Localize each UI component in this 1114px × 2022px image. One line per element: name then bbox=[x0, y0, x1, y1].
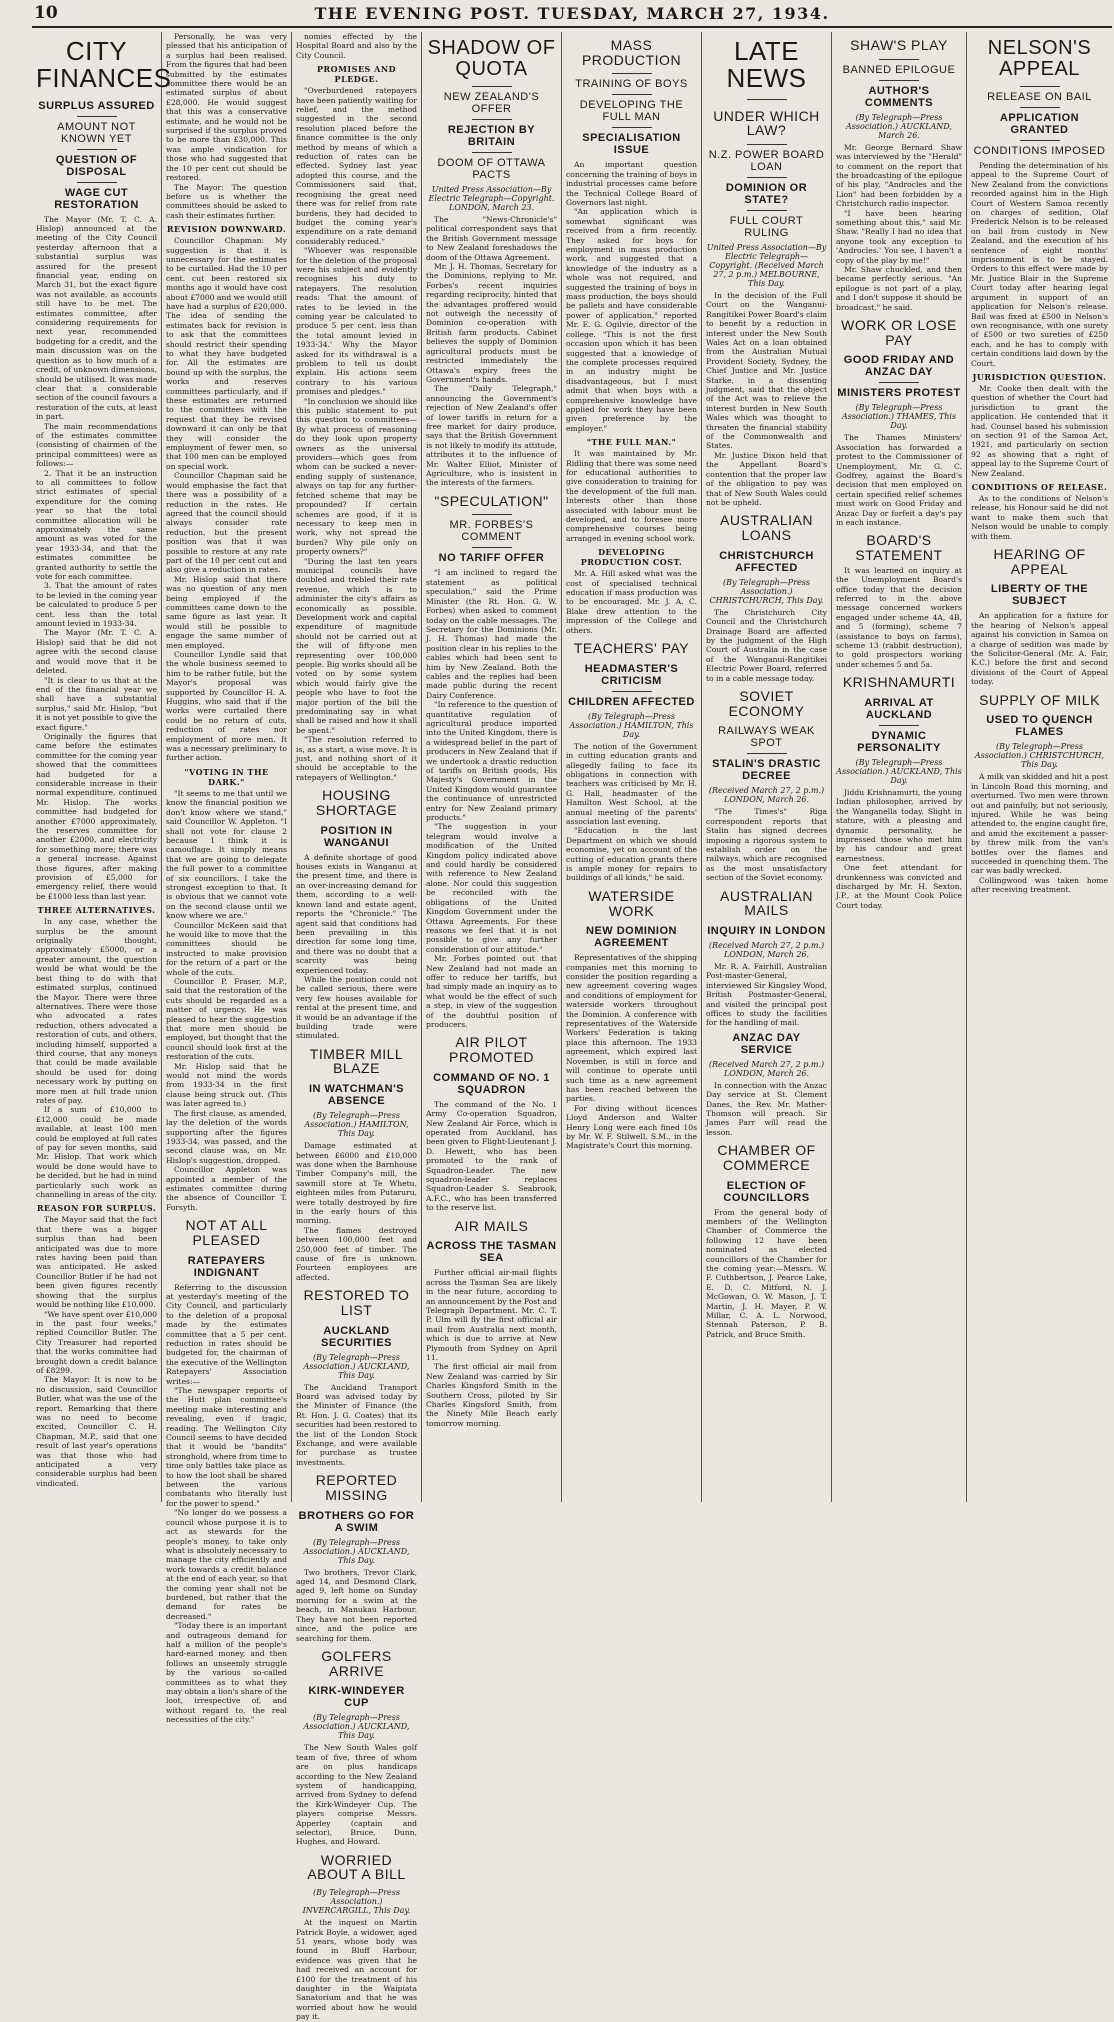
subheadline: RAILWAYS WEAK SPOT bbox=[718, 725, 815, 750]
divider bbox=[77, 116, 117, 117]
paragraph: "I am inclined to regard the statement as political speculation," said the Prime Minister (the Rt. Hon. G. W. Forbes) when asked to comment today on the cable messages. The Secretary for the Dominions (Mr. J. H. Thomas) had made the position clear in his replies to the cables which had been sent to him by New Zealand. Both the cables and the replies had been made public during the recent Dairy Conference. bbox=[426, 568, 557, 700]
subheadline: CHILDREN AFFECTED bbox=[568, 695, 695, 708]
paragraph: "In reference to the question of quantitative regulation of agricultural produce imported into the United Kingdom, there is a widespread belief in the part of producers in New Zealand that if we undertook a drastic reduction of tariffs on British goods, His Majesty's Government in the United Kingdom would guarantee the continuance of unrestricted entry for New Zealand primary products." bbox=[426, 700, 557, 823]
headline: TEACHERS' PAY bbox=[573, 640, 690, 657]
paragraph: Councillor Appleton was appointed a member of the estimates committee during the absence of Councillor T. Forsyth. bbox=[166, 1165, 287, 1212]
divider bbox=[472, 152, 512, 153]
subheadline: WAGE CUT RESTORATION bbox=[54, 186, 139, 211]
paragraph: Mr. Forbes pointed out that New Zealand had not made an offer to reduce her tariffs, but had simply made an inquiry as to what would be the effect of such a step, in view of the suggestion of the doubtful position of producers. bbox=[426, 954, 557, 1029]
columns bbox=[32, 32, 1112, 2022]
divider bbox=[472, 514, 512, 515]
paragraph: The main recommendations of the estimates committee (consisting of chairmen of the principal committees) were as follows:— bbox=[36, 421, 157, 469]
paragraph: Mr. Hislop said that he would not mind the words from 1933-34 in the first clause being struck out. (This was later agreed to.) bbox=[166, 1061, 287, 1109]
paragraph: At the inquest on Martin Patrick Boyle, a widower, aged 51 years, whose body was found in Bluff Harbour, evidence was given that he had received an account for £100 for the treatment of his daughter in the Waipiata Sanatorium and that he was worried about how he would pay it. bbox=[296, 1918, 417, 2022]
column-shaw bbox=[832, 32, 967, 1502]
dateline: (By Telegraph—Press Association.) AUCKLAND, March 26. bbox=[846, 112, 952, 140]
paragraph: Pending the determination of his appeal to the Supreme Court of New Zealand from the convictions recorded against him in the High Court of Western Samoa recently on charges of sedition, Olaf Frederick Nelson is to be released on bail from custody in New Zealand, and the execution of his sentence of eight months' imprisonment is to be stayed. Orders to this effect were made by Mr. Justice Blair in the Supreme Court today after hearing legal argument in support of an application for Nelson's release. Bail was fixed at £500 in Nelson's own recognisance, with one surety of £500 or two sureties of £250 each, and he has to comply with certain conditions laid down by the Court. bbox=[971, 161, 1108, 368]
subheadline: NEW ZEALAND'S OFFER bbox=[443, 91, 540, 115]
dateline: United Press Association—By Electric Telegraph—Copyright. LONDON, March 23. bbox=[428, 185, 555, 212]
paragraph: The first clause, as amended, lay the deletion of the words supporting after the figures 1933-34, was passed, and the second clause was, on Mr. Hislop's suggestion, dropped. bbox=[166, 1108, 287, 1165]
subheadline: AUCKLAND SECURITIES bbox=[320, 1324, 392, 1349]
divider bbox=[747, 210, 787, 211]
paragraph: The first official air mail from New Zealand was carried by Sir Charles Kingsford Smith in the Southern Cross, piloted by Sir Charles Kingsford Smith, from the Ninety Mile Beach early tomorrow morning. bbox=[426, 1362, 557, 1428]
headline: REPORTED MISSING bbox=[315, 1472, 398, 1503]
paragraph: The "Daily Telegraph," announcing the Government's rejection of New Zealand's offer of lower tariffs in return for a free market for dairy produce, says that the British Government is not likely to modify its attitude, attributes it to the influence of Mr. Walter Elliot, Minister of Agriculture, who is insistent in the interests of the farmers. bbox=[426, 384, 557, 488]
subheadline: STALIN'S DRASTIC DECREE bbox=[712, 758, 821, 783]
column-mass bbox=[562, 32, 702, 1502]
subheadline: RELEASE ON BAIL bbox=[987, 91, 1092, 103]
divider bbox=[879, 382, 919, 383]
subheadline: BANNED EPILOGUE bbox=[842, 63, 956, 76]
dateline: (By Telegraph—Press Association.) INVERCARGILL, This Day. bbox=[302, 1888, 411, 1916]
section-subhead: JURISDICTION QUESTION. bbox=[972, 371, 1107, 382]
paragraph: The Christchurch City Council and the Christchurch Drainage Board are affected by the judgment of the High Court of Australia in the case of the Wanganui-Rangitikei Electric Power Board, referred to in a cable message today. bbox=[706, 607, 827, 683]
subheadline: AUTHOR'S COMMENTS bbox=[864, 84, 934, 109]
headline: BOARD'S STATEMENT bbox=[855, 532, 943, 564]
subheadline: MINISTERS PROTEST bbox=[837, 387, 961, 400]
paragraph: It was maintained by Mr. Ridling that there was some need for educational authorities to give consideration to training for the development of the full man. Interests other than those associated with labour must be developed, and to foresee more comprehensive courses being arranged in evening school work. bbox=[566, 449, 697, 543]
divider bbox=[1020, 86, 1060, 87]
headline: AUSTRALIAN LOANS bbox=[720, 512, 813, 543]
subheadline: MR. FORBES'S COMMENT bbox=[449, 519, 534, 544]
paragraph: The Thames Ministers' Association has forwarded a protest to the Commissioner of Unemployment, Mr. G. C. Godfrey, against the Board's decision that men employed on certain specified relief schemes must work on Good Friday and Anzac Day or forfeit a day's pay in each instance. bbox=[836, 433, 962, 528]
paragraph: The notion of the Government in cutting education grants and allegedly failing to face its obligations in connection with teachers was criticised by Mr. H. G. Hall, headmaster of the Hamilton West School, at the annual meeting of the parents' association last evening. bbox=[566, 741, 697, 826]
headline: TIMBER MILL BLAZE bbox=[309, 1045, 404, 1077]
subheadline: ELECTION OF COUNCILLORS bbox=[723, 1179, 810, 1204]
subheadline: LIBERTY OF THE SUBJECT bbox=[990, 583, 1089, 608]
paragraph: "The newspaper reports of the Hutt plan committee's meeting make interesting and revealing, even if tragic, reading. The Wellington City Council seems to have decided that it would be "bandits" stronghold, where from time to time only battles take place as to how the loot shall be shared between the various combatants who literally lust for the power to spend." bbox=[166, 1386, 287, 1508]
subheadline: REJECTION BY BRITAIN bbox=[447, 124, 536, 148]
subheadline: NO TARIFF OFFER bbox=[438, 552, 545, 565]
subheadline: AMOUNT NOT KNOWN YET bbox=[57, 120, 136, 145]
paragraph: Mr. A. Hill asked what was the cost of specialised technical education if mass production was to be encouraged. Mr. J. A. C. Blake drew attention to the impression of the College and others. bbox=[566, 569, 697, 635]
subheadline: DEVELOPING THE FULL MAN bbox=[579, 99, 684, 124]
paragraph: Mr. Hislop said that there was no question of any men being employed if the committees came down to the same figure as last year. It would still be possible to engage the same number of men employed. bbox=[166, 574, 287, 650]
paragraph: "We have spent over £10,000 in the past four weeks," replied Councillor Butler. The City Treasurer had reported that the works committee had brought down a credit balance of £8299. bbox=[36, 1309, 157, 1375]
paragraph: "No longer do we possess a council whose purpose it is to act as stewards for the people's money, to take only what is absolutely necessary to manage the city efficiently and work towards a credit balance at the end of each year, so that the coming year shall not be burdened, but rather that the demand for rates be decreased." bbox=[166, 1508, 287, 1621]
paragraph: Mr. George Bernard Shaw was interviewed by the "Herald" to comment on the report that the broadcasting of the epilogue of his play, "Androcles and the Lion" had been forbidden by a Christchurch radio inspector. bbox=[836, 142, 962, 209]
paragraph: 3. That the amount of rates to be levied in the coming year be calculated to produce 5 per cent. less than the total amount levied in 1933-34. bbox=[36, 581, 157, 629]
headline: WORRIED ABOUT A BILL bbox=[307, 1851, 406, 1883]
headline: GOLFERS ARRIVE bbox=[321, 1647, 392, 1679]
paragraph: The "News-Chronicle's" political correspondent says that the British Government message to New Zealand foreshadows the doom of the Ottawa Agreement. bbox=[426, 215, 557, 262]
subheadline: ARRIVAL AT AUCKLAND bbox=[864, 696, 934, 721]
column-nelson bbox=[967, 32, 1112, 1502]
subheadline: DOMINION OR STATE? bbox=[725, 181, 808, 206]
paragraph: The Mayor (Mr. T. C. A. Hislop) said that he did not agree with the second clause and would move that it be deleted. bbox=[36, 628, 157, 676]
subheadline: IN WATCHMAN'S ABSENCE bbox=[308, 1083, 405, 1108]
headline: HOUSING SHORTAGE bbox=[315, 787, 398, 818]
masthead bbox=[32, 0, 1112, 28]
paragraph: Mr. R. A. Fairhill, Australian Post-master-General, interviewed Sir Kingsley Wood, British Postmaster-General, and visited the principal post offices to study the facilities for the handling of mail. bbox=[706, 961, 827, 1028]
headline: "SPECULATION" bbox=[434, 492, 549, 509]
paragraph: "Overburdened ratepayers have been patiently waiting for relief, and the method suggested in the second resolution placed before the finance committee is the only method by means of which a reduction of rates can be effected. Sydney last year adopted this course, and the Commissioners said that, recognising the great need there was for relief from rate burdens, they had decided to budget the coming year's expenditure on a rate demand considerably reduced." bbox=[296, 86, 417, 246]
dateline: (By Telegraph—Press Association.) THAMES, This Day. bbox=[841, 403, 957, 431]
paragraph: Mr. Cooke then dealt with the question of whether the Court had jurisdiction to grant the application. He contended that it had. Counsel based his submission on section 91 of the Samoa Act, 1921, and particularly on section 92 as showing that a right of appeal lay to the Supreme Court of New Zealand. bbox=[971, 383, 1108, 478]
paragraph: A milk van skidded and hit a post in Lincoln Road this morning, and overturned. Two men were thrown out and painfully, but not seriously, injured. While he was being attended to, the engine caught fire, and amid the excitement a passer-by threw milk from the van's bottles over the flames and succeeded in quenching them. The car was badly wrecked. bbox=[971, 772, 1108, 876]
headline: RESTORED TO LIST bbox=[303, 1287, 410, 1318]
paragraph: Personally, he was very pleased that his anticipation of a surplus had been realised. From the figures that had been submitted by the estimates committee there would be an estimated surplus of about £28,000. He would suggest that this was a conservative estimate, and he would not be surprised if the surplus proved to be more than £30,000. This was ample vindication for those who had suggested that the 10 per cent cut should be restored. bbox=[166, 32, 287, 183]
paragraph: nomies effected by the Hospital Board and also by the City Council. bbox=[296, 32, 417, 60]
paragraph: From the general body of members of the Wellington Chamber of Commerce the following 12 have been nominated as elected councillors of the Chamber for the coming year:—Messrs. W. F. Cuthbertson, J. Pearce Lake, E. D. C. Mitford, N. J. McGowan, O. W. Mason, J. T. Martin, J. H. Mayer, P. W. Millar, C. A. L. Norwood, Stennah Paterson, P. B. Patrick, and Bruce Smith. bbox=[706, 1207, 827, 1339]
paragraph: "The resolution referred to is, as a start, a wise move. It is just, and nothing short of it should be acceptable to the ratepayers of Wellington." bbox=[296, 735, 417, 782]
section-subhead: REASON FOR SURPLUS. bbox=[36, 1203, 157, 1214]
paragraph: It was learned on inquiry at the Unemployment Board's office today that the decision referred to in the above message concerned workers engaged under scheme 4A, 4B, and 5 (forming), scheme 7 (assistance to boys on farms), scheme 13 (rabbit destruction), to gold prospectors working under schemes 5 and 5a. bbox=[836, 565, 962, 669]
column-city2 bbox=[162, 32, 292, 1725]
masthead-title: THE EVENING POST. TUESDAY, MARCH 27, 1934. bbox=[314, 4, 830, 23]
paragraph: Councillor Lyndle said that the whole business seemed to him to be rather futile, but the Mayor's proposal was supported by Councillor H. A. Huggins, who said that if the works were curtailed there could be no return of cuts, reduction of rates nor employment of more men. It was a necessary preliminary to further action. bbox=[166, 650, 287, 763]
subheadline: NEW DOMINION AGREEMENT bbox=[586, 925, 677, 950]
headline: WATERSIDE WORK bbox=[588, 887, 675, 919]
section-subhead: PROMISES AND PLEDGE. bbox=[316, 64, 397, 85]
subheadline: CONDITIONS IMPOSED bbox=[973, 145, 1106, 157]
subheadline: QUESTION OF DISPOSAL bbox=[55, 153, 138, 178]
paragraph: "Education is the last Department on which we should economise, yet on account of the cutting of education grants there is ample money for repairs to buildings of all kinds," he said. bbox=[566, 826, 697, 883]
subheadline: FULL COURT RULING bbox=[729, 214, 804, 239]
paragraph: Referring to the discussion at yesterday's meeting of the City Council, and particularly to the deletion of a proposal made by the estimates committee that a 5 per cent. reduction in rates should be budgeted for, the chairman of the executive of the Wellington Ratepayers' Association writes:— bbox=[166, 1282, 287, 1386]
paragraph: The command of the No. 1 Army Co-operation Squadron, New Zealand Air Force, which is operated from Auckland, has been given to Flight-Lieutenant J. D. Hewett, who has been promoted to the rank of Squadron-Leader. The new squadron-leader replaces Squadron-Leader S. Seabrook, A.F.C., who has been transferred to the reserve list. bbox=[426, 1099, 557, 1213]
paragraph: Damage estimated at between £6000 and £10,000 was done when the Barnhouse Timber Company's mill, the sawmill store at Te Whetu, eighteen miles from Putaruru, were totally destroyed by fire in the early hours of this morning. bbox=[296, 1141, 417, 1226]
paragraph: "The Times's" Riga correspondent reports that Stalin has signed decrees imposing a rigorous system to establish order on the railways, which are recognised as the most unsatisfactory section of the Soviet economy. bbox=[706, 807, 827, 883]
headline: UNDER WHICH LAW? bbox=[713, 107, 820, 139]
paragraph: The Mayor (Mr. T. C. A. Hislop) announced at the meeting of the City Council yesterday afternoon that a substantial surplus was assured for the present financial year, ending on March 31, but the exact figure was not available, as accounts still have to be met. The estimates committee, after considering requirements for next year, recommended budgeting for a credit, and the main discussion was on the question as to how much of a credit, of unknown dimensions, should be utilised. It was made clear that a considerable section of the council favours a restoration of the cuts, at least in part. bbox=[36, 214, 157, 422]
subheadline: ACROSS THE TASMAN SEA bbox=[426, 1240, 557, 1265]
headline: NOT AT ALL PLEASED bbox=[185, 1217, 268, 1248]
subheadline: SPECIALISATION ISSUE bbox=[582, 132, 681, 157]
column-quota bbox=[422, 32, 562, 1502]
subheadline: SURPLUS ASSURED bbox=[38, 99, 155, 112]
dateline: (By Telegraph—Press Association.) HAMILTON, This Day. bbox=[569, 711, 694, 739]
subheadline: GOOD FRIDAY AND ANZAC DAY bbox=[843, 354, 955, 379]
paragraph: In the decision of the Full Court on the Wanganui-Rangitikei Power Board's claim to benefit by a reduction in interest under the New South Wales Act on a loan obtained from the Australian Mutual Provident Society, Sydney, the Chief Justice and Mr. Justice Starke, in a dissenting judgment, said that the object of the Act was to relieve the interest burden in New South Wales which was thought to threaten the financial stability of the Commonwealth and States. bbox=[706, 290, 827, 451]
paragraph: "The suggestion in your telegram would involve a modification of the United Kingdom policy indicated above and could hardly be considered with reference to New Zealand alone. Nor could this suggestion be reconciled with the obligations of the United Kingdom Government under the Ottawa Agreements. For these reasons we feel that it is not possible to give any further consideration of our attitude." bbox=[426, 822, 557, 954]
subheadline: ANZAC DAY SERVICE bbox=[732, 1031, 801, 1056]
divider bbox=[77, 182, 117, 183]
column-late bbox=[702, 32, 832, 1502]
dateline: (Received March 27, 2 p.m.) LONDON, March 26. bbox=[708, 1059, 825, 1078]
section-subhead: REVISION DOWNWARD. bbox=[166, 224, 287, 235]
paragraph: In any case, whether the surplus be the amount originally thought, approximately £5000, or a greater amount, the question would be what would be the best thing to do with that estimated surplus, continued the Mayor. There were three alternatives. There were those who advocated a rates reduction, others advocated a restoration of cuts, and others, including himself, supported a third course, that any moneys that could be made available should be used for doing necessary work by putting on more men at full trade union rates of pay. bbox=[36, 917, 157, 1105]
divider bbox=[612, 691, 652, 692]
divider bbox=[879, 59, 919, 60]
headline: LATE NEWS bbox=[726, 36, 807, 94]
paragraph: Jiddu Krishnamurti, the young Indian philosopher, arrived by the Wanganella today. Slight in stature, with a pleasing and dynamic personality, he impressed those who met him by his candour and great earnestness. bbox=[836, 787, 962, 863]
paragraph: The New South Wales golf team of five, three of whom are on plus handicaps according to the New Zealand system of handicapping, arrived from Sydney to defend the Kirk-Windeyer Cup. The players comprise Messrs. Apperley (captain and selector), Bruce, Dunn, Hughes, and Howard. bbox=[296, 1743, 417, 1847]
paragraph: "I have been hearing something about this," said Mr. Shaw. "Really I had no idea that anyone took any exception to 'Androcles.' You see, I haven't a copy of the play by me!" bbox=[836, 208, 962, 265]
headline: AUSTRALIAN MAILS bbox=[720, 887, 813, 919]
divider bbox=[1020, 140, 1060, 141]
subheadline: DOOM OF OTTAWA PACTS bbox=[437, 157, 546, 181]
paragraph: One feet attendant for drunkenness was convicted and discharged by Mr. H. Sexton, J.P., at the Mount Cook Police Court today. bbox=[836, 863, 962, 910]
divider bbox=[472, 547, 512, 548]
paragraph: "During the last ten years municipal councils have doubled and trebled their rate revenue, which is to administer the city's affairs as economically as possible. Development work and capital expenditure of magnitude should not be carried out at the will of fifty-one men representing over 100,000 people. Big works should all be voted on by some system which would fairly give the people who have to foot the major portion of the bill the predominating say in what shall be raised and how it shall be spent." bbox=[296, 556, 417, 735]
paragraph: "Today there is an important and outrageous demand for half a million of the people's hard-earned money, and then follows an unseemly struggle by the various so-called committees as to what they may obtain a lion's share of the loot, irrespective of, and without regard to, the real necessities of the city." bbox=[166, 1621, 287, 1725]
paragraph: If a sum of £10,000 to £12,000 could be made available, at least 100 men could be employed at full rates of pay for seven months, said Mr. Hislop. That work which would be done would have to be decided, but he had in mind particularly such work as channelling in areas of the city. bbox=[36, 1105, 157, 1200]
paragraph: Further official air-mail flights across the Tasman Sea are likely in the near future, according to an announcement by the Post and Telegraph Department. Mr. C. T. P. Ulm will fly the first official air mail from Australia next month, which is due to arrive at New Plymouth from Sydney on April 11. bbox=[426, 1268, 557, 1362]
headline: KRISHNAMURTI bbox=[842, 674, 956, 691]
paragraph: "Whoever was responsible for the deletion of the proposal were his subject and evidently recognises his duty to ratepayers. The resolution reads: 'That the amount of rates to be levied in the coming year be calculated to produce 5 per cent. less than the total amount levied in 1933-34.' Why the Mayor asked for its withdrawal is a problem to tell us doubt explain. His actions seem contrary to his various promises and pledges." bbox=[296, 246, 417, 397]
paragraph: The Mayor: The question before us is whether the committees should be asked to cash their estimates further. bbox=[166, 182, 287, 220]
paragraph: An important question concerning the training of boys in industrial processes came before the Technical College Board of Governors last night. bbox=[566, 160, 697, 207]
divider bbox=[612, 73, 652, 74]
divider bbox=[472, 119, 512, 120]
headline: HEARING OF APPEAL bbox=[993, 546, 1086, 577]
paragraph: The Mayor: It is now to be no discussion, said Councillor Butler, what was the use of the report. Remarking that there was no need to become excited, Councillor C. H. Chapman, M.P., said that one result of last year's operations was that those who had anticipated a very considerable surplus had been vindicated. bbox=[36, 1375, 157, 1488]
paragraph: Councillor Chapman said he would emphasise the fact that there was a possibility of a reduction in the rates. He agreed that the council should always consider rate reduction, but the present position was that it was possible to restore at any rate part of the 10 per cent cut and also give a reduction in rates. bbox=[166, 471, 287, 575]
column-city3 bbox=[292, 32, 422, 2022]
paragraph: Mr. J. H. Thomas, Secretary for the Dominions, replying to Mr. Forbes's recent inquiries regarding reciprocity, hinted that the advantages proffered would not outweigh the necessity of Dominion co-operation with British farm products. Cabinet believes the supply of Dominion agricultural products must be restricted immediately the Ottawa's expiry frees the Government's hands. bbox=[426, 262, 557, 384]
divider bbox=[879, 80, 919, 81]
subheadline: APPLICATION GRANTED bbox=[999, 112, 1080, 136]
paragraph: For diving without licences Lloyd Anderson and Walter Henry Long were each fined 10s by Mr. W. F. Stilwell, S.M., in the Magistrate's Court this morning. bbox=[566, 1103, 697, 1151]
paragraph: While the position could not be called serious, there were very few houses available for rental at the present time, and it would be an advantage if the building trade were stimulated. bbox=[296, 974, 417, 1041]
column-city bbox=[32, 32, 172, 1502]
dateline: (By Telegraph—Press Association.) CHRISTCHURCH, This Day. bbox=[974, 742, 1105, 770]
section-subhead: "VOTING IN THE DARK." bbox=[184, 766, 269, 787]
paragraph: In connection with the Anzac Day service at St. Clement Danes, the Rev. Mr. Mather-Thomson will preach. Sir James Parr will read the lesson. bbox=[706, 1080, 827, 1137]
divider bbox=[472, 86, 512, 87]
divider bbox=[612, 127, 652, 128]
subheadline: N.Z. POWER BOARD LOAN bbox=[708, 148, 825, 173]
headline: SOVIET ECONOMY bbox=[728, 687, 805, 719]
paragraph: Mr. Justice Dixon held that the Appellant Board's contention that the proper law of the obligation to pay was that of New South Wales could not be upheld. bbox=[706, 450, 827, 507]
subheadline: RATEPAYERS INDIGNANT bbox=[187, 1254, 266, 1279]
dateline: (Received March 27, 2 p.m.) LONDON, March 26. bbox=[708, 940, 825, 959]
paragraph: An application for a fixture for the hearing of Nelson's appeal against his conviction in Samoa on a charge of sedition was made by the Solicitor-General (Mr. A. Fair, K.C.) before the first and second divisions of the Court of Appeal today. bbox=[971, 611, 1108, 687]
paragraph: Originally the figures that came before the estimates committee for the coming year showed that the committees had budgeted for a considerable increase in their normal expenditure, continued Mr. Hislop. The works committee had budgeted for another £7000 approximately, the reserves committee for another £2000, and electricity for something more; there was a general increase. Against those figures, after making provision of £5,000 for emergency relief, there would be £1000 less than last year. bbox=[36, 731, 157, 901]
paragraph: "It seems to me that until we know the financial position we don't know where we stand," said Councillor W. Appleton. "I shall not vote for clause 2 because I think it is camouflage. It simply means that we are going to delegate the full power to a committee of six councillors. I take the strongest exception to that. It is obvious that we cannot vote on the second clause until we know where we are." bbox=[166, 788, 287, 921]
page-number: 10 bbox=[34, 3, 58, 23]
headline: MASS PRODUCTION bbox=[581, 37, 682, 68]
subheadline: TRAINING OF BOYS bbox=[575, 78, 688, 91]
divider bbox=[747, 144, 787, 145]
section-subhead: "THE FULL MAN." bbox=[586, 437, 677, 448]
section-subhead: DEVELOPING PRODUCTION COST. bbox=[580, 547, 683, 568]
subheadline: DYNAMIC PERSONALITY bbox=[857, 729, 941, 754]
dateline: United Press Association—By Electric Telegraph—Copyright. (Received March 27, 2 p.m.) MELBOURNE, This Day. bbox=[706, 242, 827, 288]
paragraph: Collingwood was taken home after receiving treatment. bbox=[971, 875, 1108, 895]
section-subhead: THREE ALTERNATIVES. bbox=[37, 905, 156, 916]
paragraph: Councillor McKeen said that he would like to move that the committees should be instructed to make provision for the return of a part or the whole of the cuts. bbox=[166, 920, 287, 977]
divider bbox=[77, 149, 117, 150]
headline: SHADOW OF QUOTA bbox=[427, 37, 556, 80]
subheadline: INQUIRY IN LONDON bbox=[707, 924, 826, 937]
headline: AIR MAILS bbox=[454, 1217, 529, 1234]
paragraph: A definite shortage of good houses exists in Wanganui at the present time, and there is an over-increasing demand for them, according to a well-known land and estate agent, reports the "Chronicle." The agent said that conditions had been prevailing in this direction for some long time, and there was no doubt that a scarcity was being experienced today. bbox=[296, 852, 417, 975]
dateline: (By Telegraph—Press Association.) AUCKLAND, This Day. bbox=[303, 1537, 410, 1565]
paragraph: As to the conditions of Nelson's release, his Honour said he did not want to make them such that Nelson would be unable to comply with them. bbox=[971, 494, 1108, 541]
dateline: (By Telegraph—Press Association.) AUCKLAND, This Day. bbox=[836, 757, 962, 785]
divider bbox=[747, 99, 787, 100]
divider bbox=[747, 177, 787, 178]
divider bbox=[612, 94, 652, 95]
paragraph: 2. That it be an instruction to all committees to follow strict estimates of special expenditure for the coming year so that the total committee allocation will be approximately the same amount as was voted for the year 1933-34, and that the estimates committee be granted authority to settle the vote for each committee. bbox=[36, 468, 157, 582]
headline: CITY FINANCES bbox=[36, 36, 172, 94]
headline: SHAW'S PLAY bbox=[850, 37, 948, 53]
subheadline: POSITION IN WANGANUI bbox=[320, 824, 393, 849]
subheadline: CHRISTCHURCH AFFECTED bbox=[719, 549, 814, 574]
paragraph: "It is clear to us that at the end of the financial year we shall have a substantial surplus," said Mr. Hislop, "but it is not yet possible to give the exact figure." bbox=[36, 675, 157, 732]
paragraph: Councillor Chapman: My suggestion is that it is unnecessary for the estimates to be curtailed. Had the 10 per cent. cut been restored six months ago it would have cost about £7000 and we would still have had a surplus of £20,000. The idea of sending the estimates back for revision is to ask that the committees should restrict their spending to what they have budgeted for. All the estimates are bound up with the surplus, the works and reserves committees particularly, and if these estimates are returned to the committees with the request that they be revised downward it can only be that they will consider the employment of fewer men, so that 100 men can be employed on special work. bbox=[166, 236, 287, 471]
paragraph: The Auckland Transport Board was advised today by the Minister of Finance (the Rt. Hon. J. G. Coates) that its securities had been restored to the list of the London Stock Exchange, and were available for purchase as trustee investments. bbox=[296, 1382, 417, 1467]
paragraph: The flames destroyed between 100,000 feet and 250,000 feet of timber. The cause of fire is unknown. Fourteen employees are affected. bbox=[296, 1225, 417, 1282]
headline: NELSON'S APPEAL bbox=[987, 37, 1092, 80]
dateline: (By Telegraph—Press Association.) HAMILTON, This Day. bbox=[304, 1111, 409, 1139]
paragraph: "An application which is somewhat significant was received from a firm recently. They asked for boys for employment in mass production work, and suggested that a knowledge of the industry as a whole was not required, and suggested the training of boys in mass production, the boys should be pallets and have considerable power of application," reported Mr. E. G. Ogilvie, director of the college. "This is not the first occasion upon which it has been suggested that a knowledge of the complete processes required in an industry might be disadvantageous, but I must admit that when boys with a comprehensive knowledge have applied for work they have been given preference by the employer." bbox=[566, 207, 697, 433]
paragraph: Two brothers, Trevor Clark, aged 14, and Desmond Clark, aged 9, left home on Sunday morning for a swim at the beach, in Manukau Harbour. They have not been reported since, and the police are searching for them. bbox=[296, 1567, 417, 1643]
subheadline: BROTHERS GO FOR A SWIM bbox=[298, 1509, 415, 1534]
dateline: (Received March 27, 2 p.m.) LONDON, March 26. bbox=[708, 786, 825, 805]
subheadline: HEADMASTER'S CRITICISM bbox=[584, 662, 679, 687]
headline: CHAMBER OF COMMERCE bbox=[717, 1142, 816, 1173]
divider bbox=[1020, 107, 1060, 108]
subheadline: USED TO QUENCH FLAMES bbox=[986, 714, 1093, 739]
dateline: (By Telegraph—Press Association.) AUCKLAND, This Day. bbox=[303, 1352, 410, 1380]
divider bbox=[879, 725, 919, 726]
dateline: (By Telegraph—Press Association.) CHRISTCHURCH, This Day. bbox=[709, 577, 824, 605]
divider bbox=[747, 753, 787, 754]
headline: SUPPLY OF MILK bbox=[979, 691, 1100, 708]
headline: WORK OR LOSE PAY bbox=[841, 317, 957, 348]
subheadline: COMMAND OF NO. 1 SQUADRON bbox=[433, 1071, 550, 1096]
paragraph: "In conclusion we should like this public statement to put this question to committees—By what process of reasoning do they look upon property owners as the universal providers—which goes from whom can be sucked a never-ending supply of sustenance, always on tap for any further-fetched scheme that may be propounded? If certain schemes are good, if it is necessary to keep men in work, why not spread the burden? Why pile only on property owners?" bbox=[296, 396, 417, 557]
dateline: (By Telegraph—Press Association.) AUCKLAND, This Day. bbox=[303, 1713, 410, 1741]
headline: AIR PILOT PROMOTED bbox=[449, 1034, 534, 1066]
paragraph: Representatives of the shipping companies met this morning to consider the position regarding a new agreement covering wages and conditions of employment for waterside workers throughout the Dominion. A conference with representatives of the Waterside Workers' Federation is taking place this afternoon. The 1933 agreement, which expired last November, is still in force and will continue to operate until such time as a new agreement has been reached between the parties. bbox=[566, 953, 697, 1104]
paragraph: Councillor P. Fraser, M.P., said that the restoration of the cuts should be regarded as a matter of urgency. He was pleased to hear the suggestion that more men should be employed, but thought that the council should look first at the restoration of the cuts. bbox=[166, 977, 287, 1062]
paragraph: Mr. Shaw chuckled, and then became perfectly serious. "An epilogue is not part of a play, and I don't suppose it should be broadcast," he said. bbox=[836, 264, 962, 312]
paragraph: The Mayor said that the fact that there was a bigger surplus than had been anticipated was due to more rates having been paid than was anticipated. He asked Councillor Butler if he had not been given figures recently showing that the surplus would be nothing like £10,000. bbox=[36, 1215, 157, 1310]
section-subhead: CONDITIONS OF RELEASE. bbox=[971, 482, 1108, 492]
subheadline: KIRK-WINDEYER CUP bbox=[308, 1685, 405, 1710]
